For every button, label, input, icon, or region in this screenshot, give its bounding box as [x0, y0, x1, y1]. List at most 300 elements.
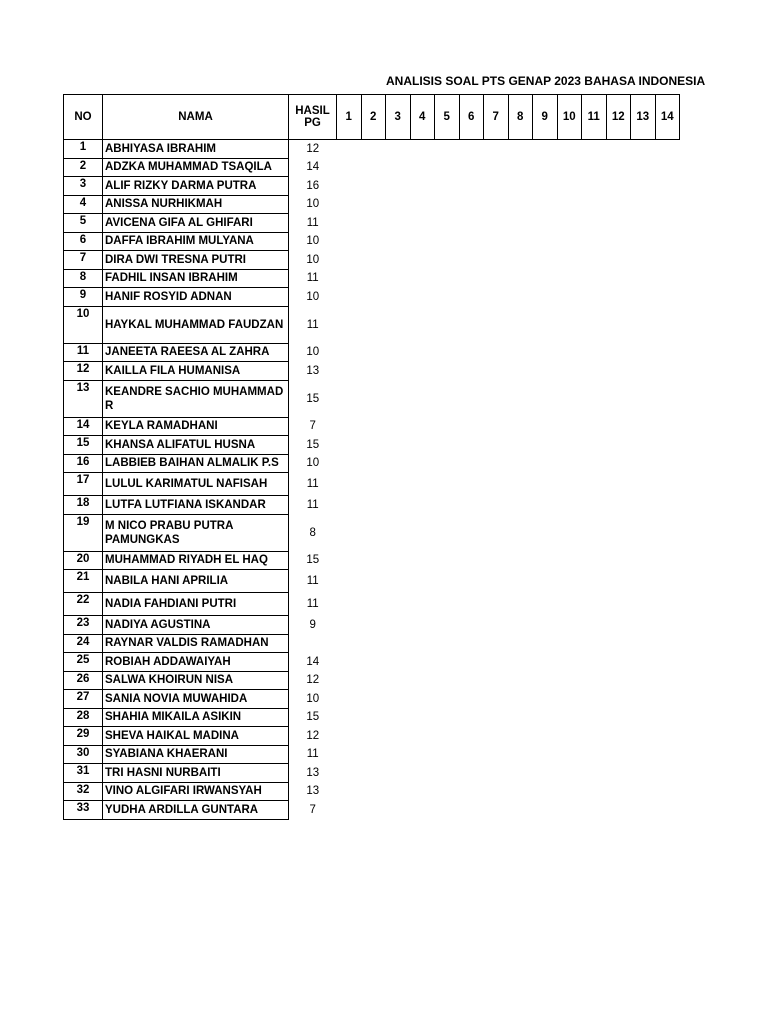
question-cell — [557, 653, 582, 672]
question-cell — [361, 454, 386, 473]
question-cell — [508, 801, 533, 820]
question-cell — [484, 690, 509, 709]
question-cell — [557, 343, 582, 362]
question-cell — [337, 362, 362, 381]
table-row — [64, 140, 680, 159]
hasil-pg-score: 10 — [306, 235, 320, 248]
question-cell — [655, 288, 680, 307]
question-cell — [606, 473, 631, 496]
header-hasil-line2: PG — [304, 117, 321, 129]
question-cell — [582, 708, 607, 727]
question-cell — [582, 362, 607, 381]
question-cell — [631, 514, 656, 551]
question-cell — [484, 634, 509, 653]
question-cell — [606, 158, 631, 177]
table-row — [64, 195, 680, 214]
question-cell — [484, 288, 509, 307]
question-cell — [582, 496, 607, 515]
question-cell — [410, 195, 435, 214]
question-cell — [508, 177, 533, 196]
question-cell — [533, 158, 558, 177]
hasil-pg-score: 13 — [306, 785, 320, 798]
question-cell — [508, 140, 533, 159]
row-number: 3 — [64, 177, 103, 196]
question-cell — [459, 380, 484, 417]
question-cell — [484, 214, 509, 233]
question-cell — [508, 690, 533, 709]
question-cell — [606, 570, 631, 593]
question-cell — [361, 496, 386, 515]
question-cell — [655, 496, 680, 515]
question-cell — [435, 634, 460, 653]
student-name: ABHIYASA IBRAHIM — [103, 140, 289, 159]
question-cell — [410, 634, 435, 653]
student-name: LUTFA LUTFIANA ISKANDAR — [103, 496, 289, 515]
question-cell — [606, 653, 631, 672]
hasil-pg-score: 7 — [309, 420, 316, 433]
question-cell — [631, 653, 656, 672]
hasil-pg-score: 10 — [306, 290, 320, 303]
question-cell — [557, 177, 582, 196]
question-cell — [484, 417, 509, 436]
question-cell — [484, 343, 509, 362]
question-cell — [508, 232, 533, 251]
question-cell — [410, 570, 435, 593]
question-cell — [484, 251, 509, 270]
question-cell — [484, 671, 509, 690]
question-cell — [337, 158, 362, 177]
question-cell — [435, 454, 460, 473]
question-cell — [410, 288, 435, 307]
header-question-10: 10 — [557, 95, 582, 140]
question-cell — [410, 269, 435, 288]
question-cell — [606, 764, 631, 783]
question-cell — [508, 653, 533, 672]
question-cell — [582, 690, 607, 709]
table-row — [64, 343, 680, 362]
question-cell — [557, 570, 582, 593]
question-cell — [655, 232, 680, 251]
question-cell — [459, 745, 484, 764]
question-cell — [410, 801, 435, 820]
question-cell — [631, 306, 656, 343]
question-cell — [533, 177, 558, 196]
question-cell — [435, 727, 460, 746]
question-cell — [557, 514, 582, 551]
question-cell — [606, 380, 631, 417]
question-cell — [631, 593, 656, 616]
question-cell — [655, 653, 680, 672]
row-number: 2 — [64, 158, 103, 177]
student-name: DAFFA IBRAHIM MULYANA — [103, 232, 289, 251]
hasil-pg-score: 8 — [309, 526, 316, 539]
hasil-pg-score: 11 — [306, 478, 319, 490]
question-cell — [655, 140, 680, 159]
question-cell — [533, 653, 558, 672]
student-name: HAYKAL MUHAMMAD FAUDZAN — [103, 306, 289, 343]
question-cell — [582, 727, 607, 746]
question-cell — [386, 708, 411, 727]
question-cell — [361, 140, 386, 159]
table-row — [64, 708, 680, 727]
question-cell — [508, 514, 533, 551]
question-cell — [508, 269, 533, 288]
question-cell — [361, 343, 386, 362]
row-number: 23 — [64, 616, 103, 635]
question-cell — [337, 593, 362, 616]
question-cell — [606, 727, 631, 746]
question-cell — [410, 158, 435, 177]
header-question-2: 2 — [361, 95, 386, 140]
question-cell — [606, 251, 631, 270]
hasil-pg-score: 16 — [306, 179, 320, 192]
question-cell — [337, 690, 362, 709]
question-cell — [410, 764, 435, 783]
question-cell — [582, 269, 607, 288]
question-cell — [631, 634, 656, 653]
question-cell — [484, 593, 509, 616]
question-cell — [386, 593, 411, 616]
question-cell — [533, 671, 558, 690]
question-cell — [533, 570, 558, 593]
question-cell — [631, 473, 656, 496]
question-cell — [508, 782, 533, 801]
row-number: 4 — [64, 195, 103, 214]
header-nama: NAMA — [103, 95, 289, 140]
question-cell — [582, 214, 607, 233]
question-cell — [459, 343, 484, 362]
question-cell — [631, 195, 656, 214]
table-row — [64, 593, 680, 616]
hasil-pg-score: 10 — [306, 457, 320, 470]
table-row — [64, 473, 680, 496]
header-hasil-pg — [289, 95, 337, 140]
question-cell — [655, 436, 680, 455]
table-row — [64, 496, 680, 515]
student-name: KAILLA FILA HUMANISA — [103, 362, 289, 381]
question-cell — [533, 343, 558, 362]
question-cell — [459, 514, 484, 551]
question-cell — [410, 616, 435, 635]
question-cell — [655, 801, 680, 820]
question-cell — [337, 251, 362, 270]
question-cell — [361, 671, 386, 690]
question-cell — [386, 634, 411, 653]
question-cell — [557, 801, 582, 820]
question-cell — [435, 436, 460, 455]
question-cell — [557, 496, 582, 515]
table-row — [64, 745, 680, 764]
row-number: 19 — [64, 514, 103, 551]
question-cell — [361, 436, 386, 455]
question-cell — [508, 195, 533, 214]
student-name: ADZKA MUHAMMAD TSAQILA — [103, 158, 289, 177]
question-cell — [631, 496, 656, 515]
hasil-pg-score: 15 — [306, 711, 320, 724]
question-cell — [508, 251, 533, 270]
table-row — [64, 269, 680, 288]
question-cell — [337, 232, 362, 251]
question-cell — [582, 177, 607, 196]
question-cell — [337, 380, 362, 417]
question-cell — [410, 496, 435, 515]
question-cell — [582, 551, 607, 570]
header-question-6: 6 — [459, 95, 484, 140]
question-cell — [582, 232, 607, 251]
question-cell — [361, 593, 386, 616]
question-cell — [386, 671, 411, 690]
table-row — [64, 306, 680, 343]
question-cell — [435, 514, 460, 551]
question-cell — [631, 764, 656, 783]
question-cell — [557, 306, 582, 343]
question-cell — [655, 251, 680, 270]
student-name: NABILA HANI APRILIA — [103, 570, 289, 593]
question-cell — [533, 634, 558, 653]
table-row — [64, 436, 680, 455]
question-cell — [655, 380, 680, 417]
student-name: KHANSA ALIFATUL HUSNA — [103, 436, 289, 455]
student-name: VINO ALGIFARI IRWANSYAH — [103, 782, 289, 801]
question-cell — [459, 214, 484, 233]
question-cell — [508, 671, 533, 690]
question-cell — [361, 782, 386, 801]
question-cell — [484, 570, 509, 593]
student-name: FADHIL INSAN IBRAHIM — [103, 269, 289, 288]
question-cell — [459, 436, 484, 455]
question-cell — [484, 514, 509, 551]
question-cell — [484, 140, 509, 159]
question-cell — [533, 764, 558, 783]
hasil-pg-score: 11 — [306, 575, 319, 587]
question-cell — [533, 690, 558, 709]
question-cell — [508, 454, 533, 473]
question-cell — [337, 570, 362, 593]
question-cell — [484, 362, 509, 381]
question-cell — [508, 343, 533, 362]
question-cell — [655, 570, 680, 593]
question-cell — [337, 616, 362, 635]
question-cell — [361, 417, 386, 436]
question-cell — [459, 454, 484, 473]
question-cell — [459, 232, 484, 251]
question-cell — [459, 417, 484, 436]
hasil-pg-score: 15 — [306, 438, 320, 451]
question-cell — [459, 616, 484, 635]
question-cell — [655, 514, 680, 551]
question-cell — [386, 214, 411, 233]
table-row — [64, 690, 680, 709]
student-name: ANISSA NURHIKMAH — [103, 195, 289, 214]
question-cell — [508, 570, 533, 593]
question-cell — [655, 551, 680, 570]
question-cell — [410, 671, 435, 690]
question-cell — [337, 454, 362, 473]
hasil-pg-score: 12 — [306, 143, 320, 155]
question-cell — [557, 436, 582, 455]
question-cell — [410, 232, 435, 251]
question-cell — [435, 306, 460, 343]
question-cell — [631, 708, 656, 727]
table-row — [64, 214, 680, 233]
table-row — [64, 727, 680, 746]
question-cell — [655, 417, 680, 436]
question-cell — [410, 514, 435, 551]
question-cell — [410, 343, 435, 362]
question-cell — [606, 496, 631, 515]
question-cell — [337, 306, 362, 343]
question-cell — [484, 782, 509, 801]
student-name: RAYNAR VALDIS RAMADHAN — [103, 634, 289, 653]
question-cell — [410, 306, 435, 343]
question-cell — [435, 593, 460, 616]
row-number: 28 — [64, 708, 103, 727]
question-cell — [631, 362, 656, 381]
question-cell — [631, 232, 656, 251]
question-cell — [582, 195, 607, 214]
row-number: 21 — [64, 570, 103, 593]
question-cell — [631, 745, 656, 764]
student-name: JANEETA RAEESA AL ZAHRA — [103, 343, 289, 362]
student-name: ROBIAH ADDAWAIYAH — [103, 653, 289, 672]
hasil-pg-score: 11 — [306, 318, 319, 331]
student-name: SHAHIA MIKAILA ASIKIN — [103, 708, 289, 727]
row-number: 13 — [64, 380, 103, 417]
student-name: SANIA NOVIA MUWAHIDA — [103, 690, 289, 709]
question-cell — [533, 288, 558, 307]
header-hasil-line1: HASIL — [295, 105, 330, 117]
table-row — [64, 417, 680, 436]
row-number: 1 — [64, 140, 103, 159]
question-cell — [582, 616, 607, 635]
question-cell — [557, 140, 582, 159]
question-cell — [386, 306, 411, 343]
question-cell — [435, 177, 460, 196]
question-cell — [606, 454, 631, 473]
question-cell — [655, 634, 680, 653]
row-number: 17 — [64, 473, 103, 496]
question-cell — [361, 708, 386, 727]
question-cell — [533, 232, 558, 251]
question-cell — [631, 140, 656, 159]
student-name: KEANDRE SACHIO MUHAMMAD R — [103, 380, 289, 417]
table-row — [64, 570, 680, 593]
question-cell — [410, 727, 435, 746]
question-cell — [631, 690, 656, 709]
question-cell — [337, 745, 362, 764]
question-cell — [631, 288, 656, 307]
question-cell — [655, 616, 680, 635]
question-cell — [533, 551, 558, 570]
row-number: 15 — [64, 436, 103, 455]
question-cell — [361, 473, 386, 496]
question-cell — [557, 454, 582, 473]
question-cell — [484, 232, 509, 251]
question-cell — [459, 801, 484, 820]
question-cell — [435, 764, 460, 783]
question-cell — [484, 269, 509, 288]
question-cell — [337, 514, 362, 551]
question-cell — [631, 251, 656, 270]
question-cell — [557, 251, 582, 270]
question-cell — [557, 362, 582, 381]
question-cell — [484, 436, 509, 455]
question-cell — [508, 727, 533, 746]
question-cell — [435, 417, 460, 436]
question-cell — [557, 551, 582, 570]
question-cell — [606, 551, 631, 570]
student-name: ALIF RIZKY DARMA PUTRA — [103, 177, 289, 196]
question-cell — [557, 214, 582, 233]
question-cell — [655, 343, 680, 362]
question-cell — [533, 140, 558, 159]
question-cell — [361, 232, 386, 251]
row-number: 16 — [64, 454, 103, 473]
student-name: LABBIEB BAIHAN ALMALIK P.S — [103, 454, 289, 473]
question-cell — [582, 251, 607, 270]
table-row — [64, 764, 680, 783]
question-cell — [557, 380, 582, 417]
question-cell — [410, 177, 435, 196]
question-cell — [337, 269, 362, 288]
question-cell — [410, 745, 435, 764]
question-cell — [386, 801, 411, 820]
question-cell — [508, 593, 533, 616]
row-number: 20 — [64, 551, 103, 570]
question-cell — [410, 214, 435, 233]
question-cell — [435, 616, 460, 635]
hasil-pg-score: 15 — [306, 554, 320, 567]
question-cell — [557, 745, 582, 764]
question-cell — [484, 801, 509, 820]
question-cell — [459, 269, 484, 288]
question-cell — [606, 306, 631, 343]
question-cell — [533, 514, 558, 551]
header-row — [64, 95, 680, 140]
question-cell — [655, 690, 680, 709]
question-cell — [410, 690, 435, 709]
question-cell — [386, 551, 411, 570]
question-cell — [508, 551, 533, 570]
student-name: DIRA DWI TRESNA PUTRI — [103, 251, 289, 270]
hasil-pg-score: 10 — [306, 346, 320, 359]
question-cell — [655, 195, 680, 214]
question-cell — [557, 158, 582, 177]
question-cell — [508, 473, 533, 496]
hasil-pg-score: 7 — [309, 803, 316, 816]
question-cell — [484, 158, 509, 177]
header-question-1: 1 — [337, 95, 362, 140]
question-cell — [337, 436, 362, 455]
question-cell — [337, 634, 362, 653]
hasil-pg-score: 13 — [306, 364, 320, 377]
question-cell — [631, 417, 656, 436]
header-question-9: 9 — [533, 95, 558, 140]
question-cell — [533, 496, 558, 515]
question-cell — [386, 745, 411, 764]
question-cell — [435, 380, 460, 417]
student-name: HANIF ROSYID ADNAN — [103, 288, 289, 307]
hasil-pg-score — [289, 634, 337, 653]
question-cell — [606, 593, 631, 616]
question-cell — [484, 551, 509, 570]
question-cell — [606, 745, 631, 764]
analysis-table — [63, 94, 680, 820]
question-cell — [386, 764, 411, 783]
table-row — [64, 634, 680, 653]
question-cell — [435, 140, 460, 159]
question-cell — [410, 782, 435, 801]
